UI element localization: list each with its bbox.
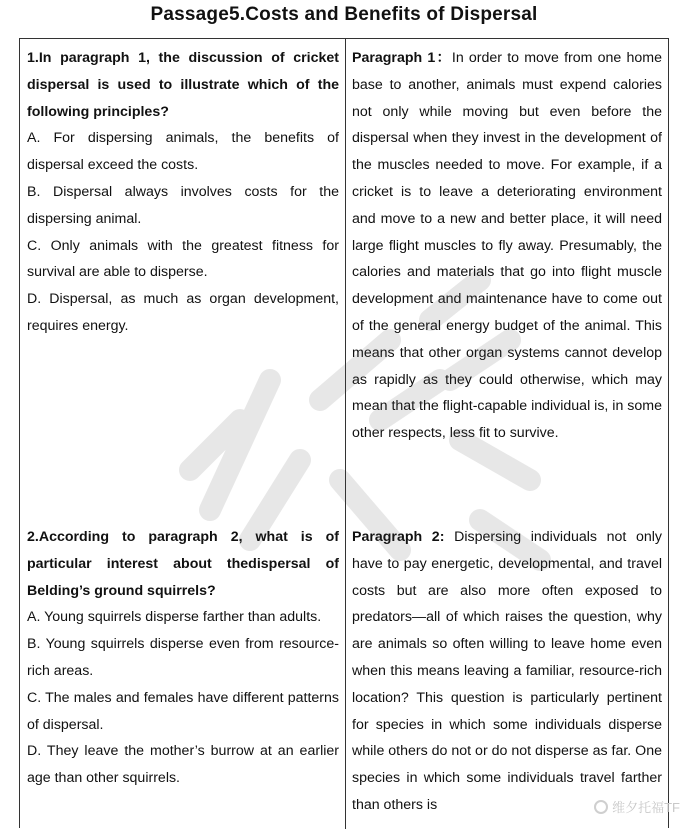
- question-cell-2: [20, 524, 345, 792]
- paragraph-body: [352, 524, 662, 819]
- question-text: 1.In paragraph 1, the discussion of cricket dispersal is used to illustrate which of the following principles?: [27, 50, 339, 120]
- option-b: B. Young squirrels disperse even from resource-rich areas.: [27, 636, 339, 679]
- paragraph-text: In order to move from one home base to another, animals must expend calories not only while moving but even before the dispersal when they invest in the development of the muscles needed to move. For example, if a cricket is to leave a deteriorating environment and move to a new and better place, it will need large flight muscles to fly away. Presumably, the calories and materials that go into flight muscle development and maintenance have to come out of the general energy budget of the animal. This means that other organ systems cannot develop as rapidly as they could otherwise, which may mean that the flight-capable individual is, in some other respects, less fit to survive.: [352, 50, 662, 442]
- paragraph-label: Paragraph 2:: [352, 529, 445, 545]
- paragraph-cell-2: [346, 524, 669, 819]
- brand-logo-icon: [594, 800, 608, 814]
- option-c: C. The males and females have different patterns of dispersal.: [27, 689, 339, 733]
- option-d: D. They leave the mother’s burrow at an earlier age than other squirrels.: [27, 743, 339, 787]
- option-b: B. Dispersal always involves costs for the dispersing animal.: [27, 183, 339, 227]
- option-a: A. Young squirrels disperse farther than adults.: [27, 609, 322, 626]
- page-title: Passage5.Costs and Benefits of Dispersal: [150, 4, 538, 25]
- paragraph-cell-1: [346, 45, 669, 447]
- brand-watermark: [594, 797, 680, 816]
- question-text: 2.According to paragraph 2, what is of particular interest about thedispersal of Belding’s ground squirrels?: [27, 529, 339, 599]
- passage-table: [19, 38, 669, 828]
- paragraph-label: Paragraph 1：: [352, 50, 452, 66]
- option-d: D. Dispersal, as much as organ development, requires energy.: [27, 291, 339, 334]
- question-cell-1: [20, 45, 345, 340]
- option-c: C. Only animals with the greatest fitness for survival are able to disperse.: [27, 237, 339, 281]
- paragraph-text: Dispersing individuals not only have to pay energetic, developmental, and travel costs but are also more often exposed to predators—all of which raises the question, why are animals so often willing to leave home even when this means leaving a familiar, resource-rich location? This question is particularly pertinent for species in which some individuals disperse while others do not or do not disperse as far. One species in which some individuals travel farther than others is: [352, 529, 662, 813]
- brand-text: 维夕托福TF: [612, 800, 680, 815]
- option-a: A. For dispersing animals, the benefits of dispersal exceed the costs.: [27, 130, 339, 174]
- paragraph-body: [352, 45, 662, 447]
